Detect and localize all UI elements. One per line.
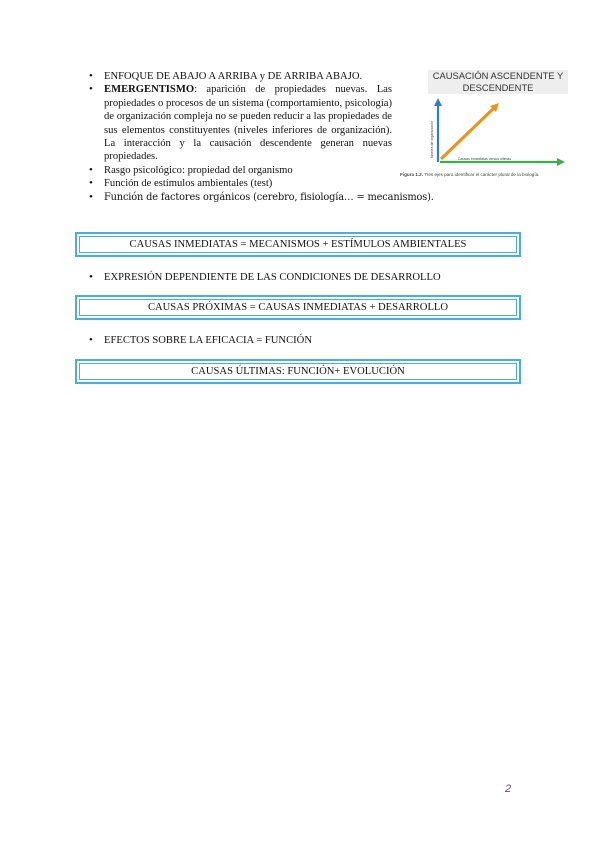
term-emergentismo: EMERGENTISMO — [104, 84, 195, 96]
caption-label: Figura 1.2. — [400, 172, 423, 177]
list-item-expresion — [88, 271, 528, 284]
page-number: 2 — [505, 783, 512, 795]
figure-caption — [400, 172, 580, 177]
list-item-organicos — [88, 191, 434, 204]
x-axis-label: Causas inmediatas versus últimas — [458, 157, 512, 161]
list-item-text: Función de estímulos ambientales (test) — [104, 178, 273, 190]
list-item-emergentismo — [88, 83, 392, 163]
vertical-arrow-head — [434, 98, 442, 106]
horizontal-arrow-head — [557, 158, 565, 166]
causas-ultimas-text: CAUSAS ÚLTIMAS: FUNCIÓN+ EVOLUCIÓN — [79, 363, 517, 380]
list-item-efectos — [88, 334, 528, 347]
list-item-text: Función de factores orgánicos (cerebro, fisiología… = mecanismos). — [104, 191, 434, 203]
figure-title — [428, 70, 568, 94]
list-item-text: EXPRESIÓN DEPENDIENTE DE LAS CONDICIONES DE DESARROLLO — [104, 272, 441, 283]
definition-text: : aparición de propiedades nuevas. Las propiedades o procesos de un sistema (comportamiento, psicología) de organización compleja no se pueden reducir a las propiedades de sus elementos constituyentes (niveles inferiores de organización). La interacción y la causación descendente generan nuevas propiedades. — [104, 84, 392, 163]
causation-figure — [400, 68, 580, 186]
diagonal-arrow — [441, 108, 494, 159]
causas-proximas-box — [75, 295, 521, 320]
list-item-text: ENFOQUE DE ABAJO A ARRIBA y DE ARRIBA ABAJO. — [104, 71, 363, 82]
figure-title-line1: CAUSACIÓN ASCENDENTE Y — [432, 70, 564, 81]
causas-proximas-text: CAUSAS PRÓXIMAS = CAUSAS INMEDIATAS + DESARROLLO — [79, 299, 517, 316]
list-item-text: EFECTOS SOBRE LA EFICACIA = FUNCIÓN — [104, 335, 312, 346]
causation-axes-diagram — [428, 98, 568, 168]
list-item-estimulos — [88, 177, 392, 190]
list-item-enfoque — [88, 70, 392, 83]
list-item-rasgo — [88, 164, 392, 177]
causas-inmediatas-text: CAUSAS INMEDIATAS = MECANISMOS + ESTÍMULOS AMBIENTALES — [79, 236, 517, 253]
caption-text: Tres ejes para identificar el carácter plural de la biología. — [424, 172, 540, 177]
bullet-list-funcion — [88, 334, 528, 347]
figure-title-line2: DESCENDENTE — [462, 82, 534, 93]
y-axis-label: Niveles de organización — [430, 120, 434, 158]
bullet-list-desarrollo — [88, 271, 528, 284]
list-item-text: Rasgo psicológico: propiedad del organismo — [104, 164, 293, 176]
causas-inmediatas-box — [75, 232, 521, 257]
causas-ultimas-box — [75, 359, 521, 384]
